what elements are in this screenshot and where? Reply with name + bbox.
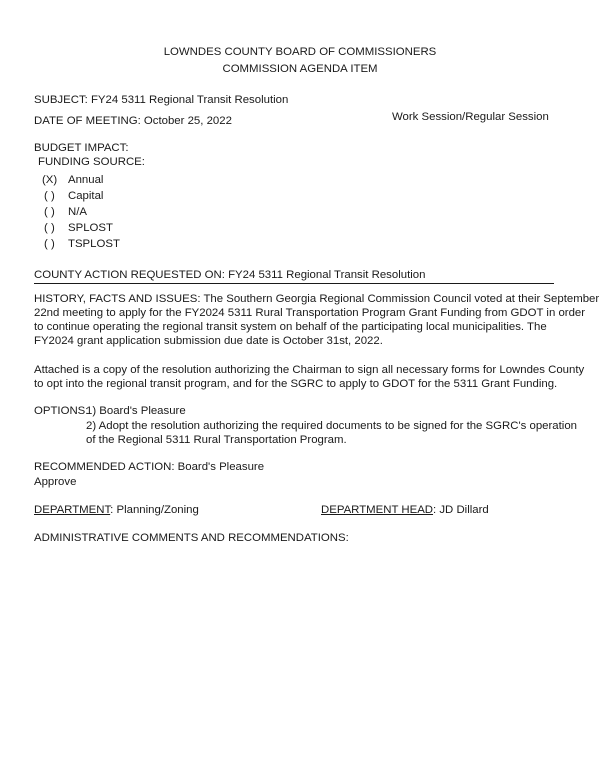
attached-line: to opt into the regional transit program, and for the SGRC to apply to GDOT for the 5311 Grant Funding. [34,378,558,390]
subject-line: SUBJECT: FY24 5311 Regional Transit Resolution [34,94,289,106]
department-head-label: DEPARTMENT HEAD [321,504,434,516]
option-two-line: of the Regional 5311 Rural Transportation Program. [86,434,347,446]
funding-option-label: SPLOST [68,222,113,234]
county-action-line: COUNTY ACTION REQUESTED ON: FY24 5311 Regional Transit Resolution [34,269,426,281]
history-line: to continue operating the regional transit system on behalf of the participating local municipalities. The [34,321,547,333]
header-title: LOWNDES COUNTY BOARD OF COMMISSIONERS [163,46,437,58]
budget-impact-label: BUDGET IMPACT: [34,142,129,154]
department-head-field [321,503,489,517]
header-subtitle: COMMISSION AGENDA ITEM [222,63,378,75]
department-label: DEPARTMENT [34,504,111,516]
department-head-value: : JD Dillard [433,504,489,516]
funding-option-mark: ( ) [44,238,55,250]
funding-option-mark: ( ) [44,190,55,202]
funding-source-label: FUNDING SOURCE: [38,156,145,168]
history-line: FY2024 grant application submission due date is October 31st, 2022. [34,335,383,347]
recommended-action: RECOMMENDED ACTION: Board's Pleasure [34,461,265,473]
department-value: : Planning/Zoning [110,504,199,516]
history-line: 22nd meeting to apply for the FY2024 5311 Rural Transportation Program Grant Funding from GDOT in order [34,307,586,319]
recommended-value: Approve [34,476,77,488]
option-two-line: 2) Adopt the resolution authorizing the required documents to be signed for the SGRC's operation [86,420,578,432]
attached-line: Attached is a copy of the resolution authorizing the Chairman to sign all necessary forms for Lowndes County [34,364,585,376]
option-one: 1) Board's Pleasure [86,405,186,417]
history-line: HISTORY, FACTS AND ISSUES: The Southern Georgia Regional Commission Council voted at their September [34,293,600,305]
department-field [34,503,199,517]
funding-option-mark: ( ) [44,222,55,234]
section-divider [34,283,554,284]
session-type: Work Session/Regular Session [392,111,549,123]
options-label: OPTIONS: [34,405,89,417]
funding-option-mark: (X) [42,174,58,186]
funding-option-label: TSPLOST [68,238,120,250]
funding-option-label: N/A [68,206,87,218]
funding-option-label: Annual [68,174,104,186]
meeting-date: DATE OF MEETING: October 25, 2022 [34,115,232,127]
funding-option-label: Capital [68,190,104,202]
funding-option-mark: ( ) [44,206,55,218]
admin-comments-label: ADMINISTRATIVE COMMENTS AND RECOMMENDATIONS: [34,532,349,544]
